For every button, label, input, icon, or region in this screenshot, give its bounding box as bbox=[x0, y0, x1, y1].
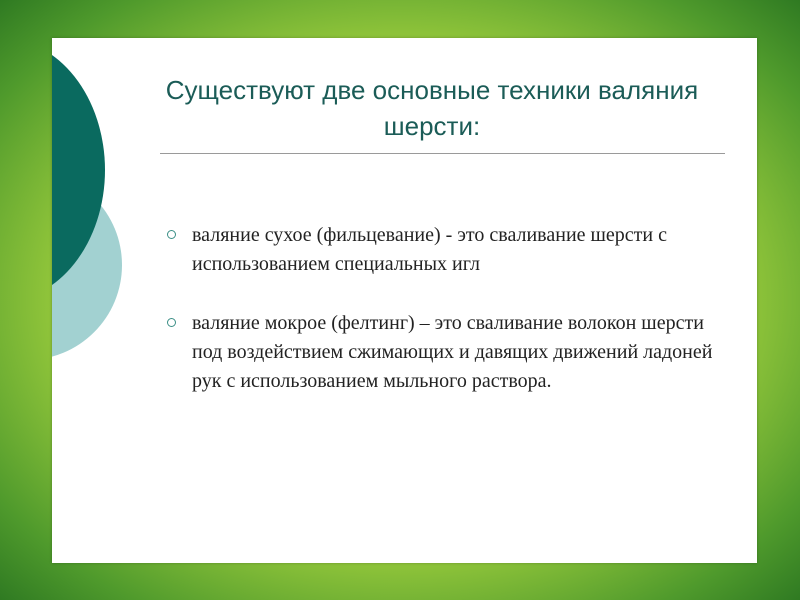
bullet-text: валяние мокрое (фелтинг) – это сваливание волокон шерсти под воздействием сжимающих и давящих движений ладоней рук с использованием мыльного раствора. bbox=[192, 312, 713, 392]
title-divider bbox=[160, 153, 725, 154]
slide bbox=[52, 38, 757, 563]
circle-bullet-icon bbox=[167, 230, 176, 239]
bullet-text: валяние сухое (фильцевание) - это сваливание шерсти с использованием специальных игл bbox=[192, 224, 667, 275]
bullet-item-dry-felting bbox=[162, 221, 722, 279]
bullet-item-wet-felting bbox=[162, 309, 722, 396]
circle-bullet-icon bbox=[167, 318, 176, 327]
bullet-list bbox=[162, 221, 722, 426]
slide-title: Существуют две основные техники валяния шерсти: bbox=[165, 75, 699, 141]
